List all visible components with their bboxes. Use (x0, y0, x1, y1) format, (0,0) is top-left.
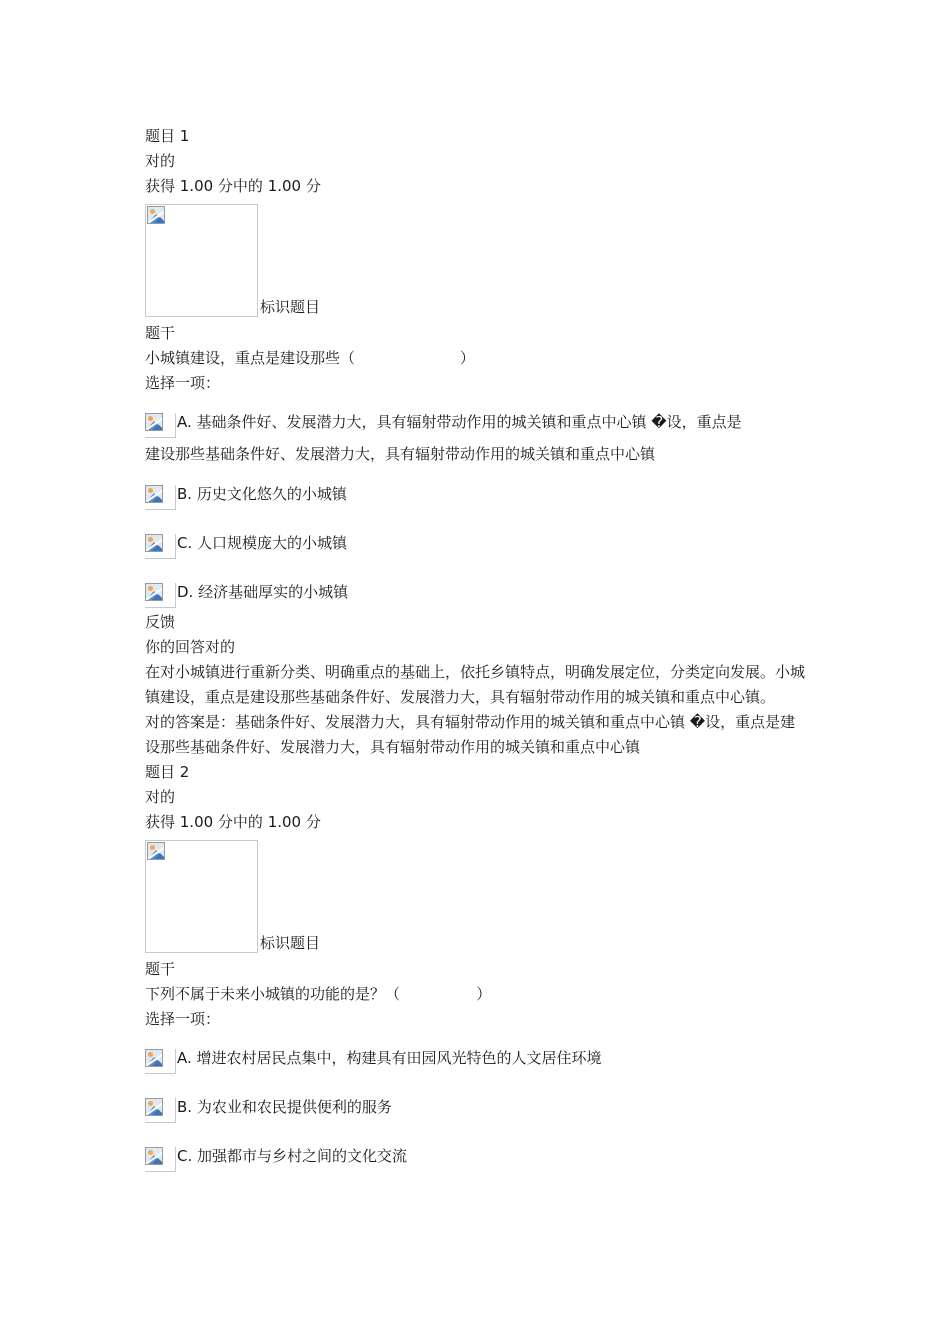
option-a-text-continued[interactable]: 建设那些基础条件好、发展潜力大，具有辐射带动作用的城关镇和重点中心镇 (145, 445, 656, 463)
question-1-choose-label: 选择一项： (145, 374, 221, 392)
q2-option-c[interactable] (145, 1140, 810, 1172)
question-1-title: 题目 1 (145, 127, 190, 145)
broken-image-icon (145, 583, 163, 601)
question-2-flag[interactable] (145, 837, 810, 953)
question-2-score: 获得 1.00 分中的 1.00 分 (145, 813, 321, 831)
radio-option-c[interactable] (145, 534, 176, 559)
radio-option-a[interactable] (145, 413, 176, 438)
correct-answer-text: 对的答案是：基础条件好、发展潜力大，具有辐射带动作用的城关镇和重点中心镇 �设，重点是建设那些基础条件好、发展潜力大，具有辐射带动作用的城关镇和重点中心镇 (145, 713, 796, 756)
radio-option-d[interactable] (145, 583, 176, 608)
option-c-text[interactable]: C. 人口规模庞大的小城镇 (177, 534, 348, 552)
question-2-stem-label: 题干 (145, 960, 176, 978)
question-2-title: 题目 2 (145, 763, 190, 781)
flag-question-label[interactable]: 标识题目 (260, 298, 321, 316)
option-b[interactable] (145, 478, 810, 510)
option-b-text[interactable]: B. 历史文化悠久的小城镇 (177, 485, 347, 503)
option-c[interactable] (145, 527, 810, 559)
radio-option-a[interactable] (145, 1049, 176, 1074)
question-1-stem: 小城镇建设，重点是建设那些（ ） (145, 349, 475, 367)
broken-image-icon (145, 485, 163, 503)
broken-image-icon (145, 1049, 163, 1067)
question-1-status: 对的 (145, 152, 176, 170)
option-d[interactable] (145, 576, 810, 608)
flag-question-label[interactable]: 标识题目 (260, 934, 321, 952)
option-a-text[interactable]: A. 基础条件好、发展潜力大，具有辐射带动作用的城关镇和重点中心镇 �设，重点是 (177, 413, 742, 431)
broken-image-icon (145, 413, 163, 431)
question-2-stem: 下列不属于未来小城镇的功能的是？（ ） (145, 985, 492, 1003)
question-2-choose-label: 选择一项： (145, 1010, 221, 1028)
q2-option-b-text[interactable]: B. 为农业和农民提供便利的服务 (177, 1098, 392, 1116)
q2-option-a-text[interactable]: A. 增进农村居民点集中，构建具有田园风光特色的人文居住环境 (177, 1049, 602, 1067)
option-d-text[interactable]: D. 经济基础厚实的小城镇 (177, 583, 349, 601)
question-1-flag[interactable] (145, 201, 810, 317)
radio-option-b[interactable] (145, 1098, 176, 1123)
broken-image-icon (145, 534, 163, 552)
option-a[interactable] (145, 406, 810, 470)
q2-option-c-text[interactable]: C. 加强都市与乡村之间的文化交流 (177, 1147, 408, 1165)
broken-image-icon (145, 1147, 163, 1165)
broken-image-icon (147, 842, 165, 860)
document-page (145, 124, 810, 1172)
answer-status: 你的回答对的 (145, 638, 236, 656)
broken-image-icon (145, 1098, 163, 1116)
q2-option-b[interactable] (145, 1091, 810, 1123)
flag-image-placeholder[interactable] (145, 840, 258, 953)
radio-option-c[interactable] (145, 1147, 176, 1172)
q2-option-a[interactable] (145, 1042, 810, 1074)
question-2-status: 对的 (145, 788, 176, 806)
radio-option-b[interactable] (145, 485, 176, 510)
broken-image-icon (147, 206, 165, 224)
flag-image-placeholder[interactable] (145, 204, 258, 317)
question-1-score: 获得 1.00 分中的 1.00 分 (145, 177, 321, 195)
feedback-label: 反馈 (145, 613, 176, 631)
question-1-stem-label: 题干 (145, 324, 176, 342)
explanation-text: 在对小城镇进行重新分类、明确重点的基础上，依托乡镇特点，明确发展定位，分类定向发展。小城镇建设，重点是建设那些基础条件好、发展潜力大，具有辐射带动作用的城关镇和重点中心镇。 (145, 663, 806, 706)
